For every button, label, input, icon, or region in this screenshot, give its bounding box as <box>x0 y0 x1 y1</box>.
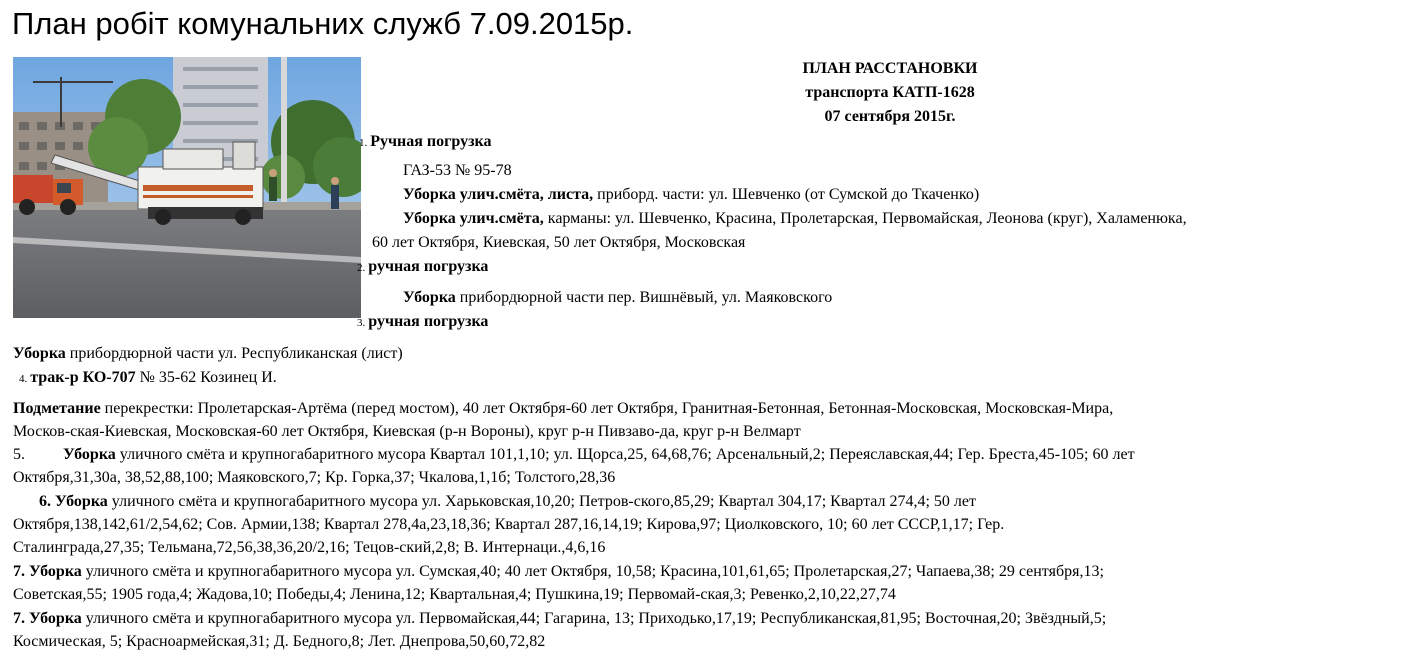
task-bold: Уборка <box>13 345 66 362</box>
item-text: № 35-62 Козинец И. <box>135 369 277 386</box>
paragraph-6-line-2: Октября,138,142,61/2,54,62; Сов. Армии,138; Квартал 278,4а,23,18,36; Квартал 287,16,14,19; Кирова,97; Циолковского, 10; 60 лет СССР,1,17; Гер. <box>13 516 1005 533</box>
list-number: 5. <box>13 446 25 463</box>
sweeping-line-1 <box>13 397 1113 421</box>
road-works-photo <box>13 57 361 318</box>
list-number: 7. <box>13 563 25 580</box>
paragraph-5-line-1 <box>13 443 1135 467</box>
paragraph-7-line-1 <box>13 560 1104 584</box>
task-text: уличного смёта и крупногабаритного мусора ул. Первомайская,44; Гагарина, 13; Приходько,17,19; Республиканская,81,95; Восточная,20; Звёздный,5; <box>81 610 1107 627</box>
task-bold: Уборка <box>29 563 82 580</box>
paragraph-5-line-2: Октября,31,30а, 38,52,88,100; Маяковского,7; Кр. Горка,37; Чкалова,1,1б; Толстого,28,36 <box>13 469 616 486</box>
list-number: 7. <box>13 610 25 627</box>
task-text: карманы: ул. Шевченко, Красина, Пролетарская, Первомайская, Леонова (круг), Халаменюка, <box>543 210 1187 227</box>
list-item-2 <box>357 255 488 280</box>
task-line-2-cont: 60 лет Октября, Киевская, 50 лет Октября, Московская <box>372 234 746 251</box>
paragraph-6-line-3: Сталинграда,27,35; Тельмана,72,56,38,36,20/2,16; Тецов-ский,2,8; В. Интернаци.,4,6,16 <box>13 539 606 556</box>
header-line-2: транспорта КАТП-1628 <box>805 84 975 101</box>
item-label: трак-р КО-707 <box>30 369 136 386</box>
task-bold: Подметание <box>13 400 101 417</box>
paragraph-8-line-2: Космическая, 5; Красноармейская,31; Д. Бедного,8; Лет. Днепрова,50,60,72,82 <box>13 633 546 650</box>
sweeping-line-2: Москов-ская-Киевская, Московская-60 лет Октября, Киевская (р-н Вороны), круг р-н Пивзаво-да, круг р-н Велмарт <box>13 423 801 440</box>
header-line-3: 07 сентября 2015г. <box>824 108 956 125</box>
task-bold: Уборка <box>403 289 456 306</box>
header-line-1: ПЛАН РАССТАНОВКИ <box>802 60 978 77</box>
task-text: перекрестки: Пролетарская-Артёма (перед мостом), 40 лет Октября-60 лет Октября, Гранитная-Бетонная, Бетонная-Московская, Московская-Мира, <box>100 400 1114 417</box>
item-label: ручная погрузка <box>368 258 489 275</box>
task-line-3 <box>403 286 832 310</box>
list-number: 4. <box>19 373 28 385</box>
list-item-3 <box>357 310 488 335</box>
truck-line: ГАЗ-53 № 95-78 <box>403 162 512 179</box>
item-label: ручная погрузка <box>368 313 489 330</box>
item-label: Ручная погрузка <box>370 133 492 150</box>
task-bold: Уборка <box>29 610 82 627</box>
list-number: 2. <box>357 262 366 274</box>
list-number: 6. <box>39 493 51 510</box>
paragraph-6-line-1 <box>39 490 976 514</box>
paragraph-8-line-1 <box>13 607 1106 631</box>
task-line-1 <box>403 183 979 207</box>
page-title: План робіт комунальних служб 7.09.2015р. <box>12 6 634 41</box>
task-text: приборд. части: ул. Шевченко (от Сумской до Ткаченко) <box>593 186 980 203</box>
task-bold: Уборка улич.смёта, листа, <box>403 186 594 203</box>
task-bold: Уборка <box>63 446 116 463</box>
task-text: уличного смёта и крупногабаритного мусора ул. Сумская,40; 40 лет Октября, 10,58; Красина,101,61,65; Пролетарская,27; Чапаева,38; 29 сентября,13; <box>81 563 1104 580</box>
list-item-1 <box>359 130 492 155</box>
task-text: уличного смёта и крупногабаритного мусора ул. Харьковская,10,20; Петров-ского,85,29; Квартал 304,17; Квартал 274,4; 50 лет <box>107 493 976 510</box>
task-text: прибордюрной части пер. Вишнёвый, ул. Маяковского <box>455 289 833 306</box>
paragraph-7-line-2: Советская,55; 1905 года,4; Жадова,10; Победы,4; Ленина,12; Квартальная,4; Пушкина,19; Первомай-ская,3; Ревенко,2,10,22,27,74 <box>13 586 896 603</box>
list-number: 1. <box>359 137 368 149</box>
list-item-4 <box>19 366 277 391</box>
task-text: уличного смёта и крупногабаритного мусора Квартал 101,1,10; ул. Щорса,25, 64,68,76; Арсенальный,2; Переяславская,44; Гер. Бреста,45-105; 60 лет <box>115 446 1135 463</box>
task-text: прибордюрной части ул. Республиканская (лист) <box>65 345 403 362</box>
task-line-4 <box>13 342 403 366</box>
task-bold: Уборка улич.смёта, <box>403 210 544 227</box>
task-line-2 <box>403 207 1187 231</box>
list-number: 3. <box>357 317 366 329</box>
task-bold: Уборка <box>55 493 108 510</box>
